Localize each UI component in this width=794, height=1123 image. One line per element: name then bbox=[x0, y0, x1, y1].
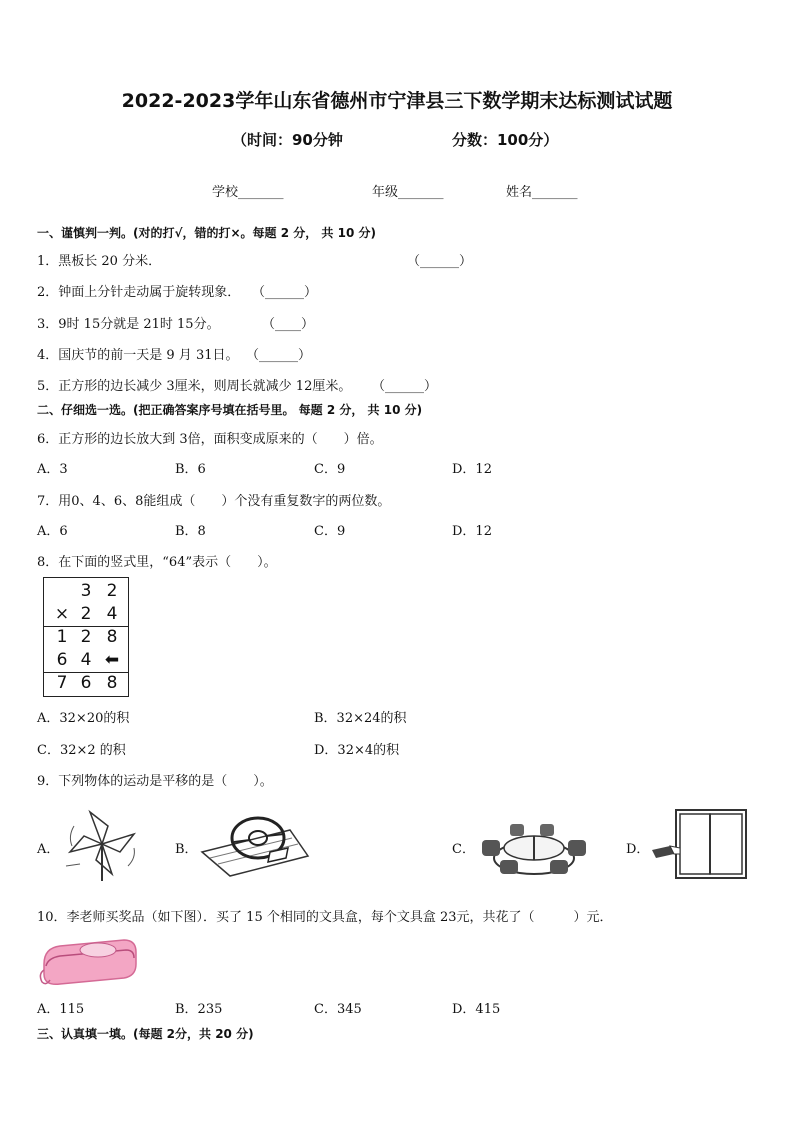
question-3: 3．9时 15分就是 21时 15分。 bbox=[37, 317, 220, 332]
answer-blank-4: （______） bbox=[246, 348, 312, 363]
q10-option-a: A．115 bbox=[37, 1002, 85, 1017]
question-6: 6．正方形的边长放大到 3倍，面积变成原来的（ ）倍。 bbox=[37, 432, 383, 447]
section2-heading: 二、仔细选一选。(把正确答案序号填在括号里。 每题 2 分， 共 10 分) bbox=[37, 403, 423, 417]
q8-option-b: B．32×24的积 bbox=[314, 711, 407, 726]
arrow-left-icon: ⬅ bbox=[104, 650, 120, 670]
school-field: 学校_______ bbox=[212, 185, 284, 200]
page-title: 2022-2023学年山东省德州市宁津县三下数学期末达标测试试题 bbox=[121, 90, 673, 112]
vm-r3-c3: 8 bbox=[106, 627, 118, 647]
pinwheel-icon bbox=[62, 806, 142, 882]
grade-field: 年级_______ bbox=[372, 185, 444, 200]
vm-r5-c1: 7 bbox=[56, 673, 68, 693]
answer-blank-5: （______） bbox=[372, 379, 438, 394]
exam-time: （时间：90分钟 bbox=[232, 131, 343, 149]
q10-option-c: C．345 bbox=[314, 1002, 362, 1017]
vm-r5-c3: 8 bbox=[106, 673, 118, 693]
q7-option-d: D．12 bbox=[452, 524, 492, 539]
vm-r1-c2: 3 bbox=[80, 581, 92, 601]
steering-wheel-icon bbox=[200, 808, 310, 878]
question-8: 8．在下面的竖式里，“64”表示（ ）。 bbox=[37, 555, 277, 570]
q6-option-b: B．6 bbox=[175, 462, 206, 477]
vm-r4-c2: 4 bbox=[80, 650, 92, 670]
section3-heading: 三、认真填一填。(每题 2分，共 20 分) bbox=[37, 1027, 254, 1041]
q9-option-c: C． bbox=[452, 842, 475, 857]
q8-option-a: A．32×20的积 bbox=[37, 711, 130, 726]
q9-option-a: A． bbox=[37, 842, 60, 857]
pencil-case-icon bbox=[36, 934, 140, 990]
q6-option-d: D．12 bbox=[452, 462, 492, 477]
question-5: 5．正方形的边长减少 3厘米，则周长就减少 12厘米。 bbox=[37, 379, 352, 394]
answer-blank-3: （____） bbox=[262, 317, 315, 332]
q7-option-b: B．8 bbox=[175, 524, 206, 539]
sliding-window-icon bbox=[650, 806, 750, 882]
vm-r5-c2: 6 bbox=[80, 673, 92, 693]
vm-r2-c2: 2 bbox=[80, 604, 92, 624]
q10-option-d: D．415 bbox=[452, 1002, 501, 1017]
vertical-multiplication bbox=[43, 577, 129, 697]
vm-r2-c3: 4 bbox=[106, 604, 118, 624]
q7-option-a: A．6 bbox=[37, 524, 68, 539]
question-10: 10．李老师买奖品（如下图）．买了 15 个相同的文具盒，每个文具盒 23元，共花了（ ）元． bbox=[37, 910, 613, 925]
q10-option-b: B．235 bbox=[175, 1002, 223, 1017]
q7-option-c: C．9 bbox=[314, 524, 346, 539]
question-7: 7．用0、4、6、8能组成（ ）个没有重复数字的两位数。 bbox=[37, 494, 391, 509]
vm-r3-c2: 2 bbox=[80, 627, 92, 647]
q6-option-a: A．3 bbox=[37, 462, 68, 477]
exam-score: 分数：100分） bbox=[452, 131, 559, 149]
answer-blank-1: （______） bbox=[407, 254, 473, 269]
q8-option-d: D．32×4的积 bbox=[314, 743, 400, 758]
answer-blank-2: （______） bbox=[252, 285, 318, 300]
question-2: 2．钟面上分针走动属于旋转现象． bbox=[37, 285, 241, 300]
vm-r1-c3: 2 bbox=[106, 581, 118, 601]
carousel-ride-icon bbox=[474, 810, 594, 880]
vm-r3-c1: 1 bbox=[56, 627, 68, 647]
q9-option-b: B． bbox=[175, 842, 198, 857]
q9-option-d: D． bbox=[626, 842, 650, 857]
section1-heading: 一、谨慎判一判。(对的打√，错的打×。每题 2 分， 共 10 分) bbox=[37, 226, 376, 240]
q8-option-c: C．32×2 的积 bbox=[37, 743, 126, 758]
question-9: 9．下列物体的运动是平移的是（ ）。 bbox=[37, 774, 273, 789]
vm-r2-c1: × bbox=[54, 604, 70, 624]
name-field: 姓名_______ bbox=[506, 185, 578, 200]
question-4: 4．国庆节的前一天是 9 月 31日。 bbox=[37, 348, 239, 363]
vm-r4-c1: 6 bbox=[56, 650, 68, 670]
question-1: 1．黑板长 20 分米． bbox=[37, 254, 162, 269]
q6-option-c: C．9 bbox=[314, 462, 346, 477]
